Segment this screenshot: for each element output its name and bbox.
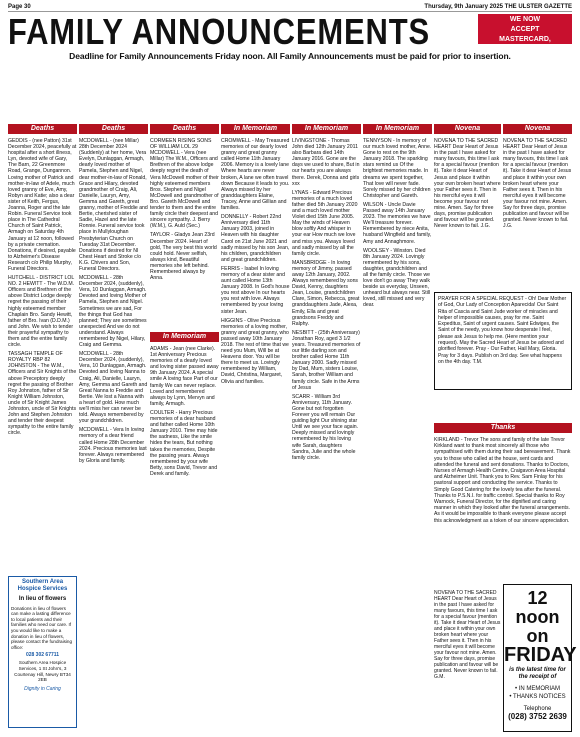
page-title: FAMILY ANNOUNCEMENTS [8,11,431,52]
advert-subtitle: is the latest time for the receipt of [509,667,566,681]
prayer-box [434,292,572,390]
memoriam-notice: NESBITT - (25th Anniversary) Jonathan Roy, aged 3 1/2 years. Treasured memories of our little darling son and brother called Home 11th January 2000. Sadly missed by Dad, Mum, sisters Louise, Sarah, brother William and family circle. Safe in the Arms of Jesus [292,329,361,391]
memoriam-notice: ADAMS - Jean (nee Clarke). 1st Anniversary Precious memories of a dearly loved and loving sister passed away 9th January 2024. A special smile A loving face Part of our family We can never replace. Loved and remembered always by Lynn, Mervyn and family, Armagh. [150,346,219,407]
memoriam-notice: COULTER - Harry Precious memories of a dear husband and father called Home 10th January 2010. Time may hide the sadness, Like the smile hides the tears, But nothing takes the memories, Despite the passing years. Always remembered by your wife Betty, sons David, Trevor and Derek and family. [150,409,218,477]
death-notice: HUTCHELL - DISTRICT LOL NO. 2 HEWITT - The W.D.M. Officers and Brethren of the above District Lodge deeply regret the passing of their highly esteemed member Chaplain Bro. Sandy Hewitt, father of Bro. Ivan (D.D.M.) and John. We wish to tender their prayerful sympathy to them and the entire family circle. [8,275,75,349]
novena-column-7 [434,138,501,256]
in-memoriam-column-4 [221,138,290,732]
memoriam-notice: HIGGINS - Olive Precious memories of a loving mother, granny and great granny, who passed away 10th January 2018. The rest of time that we need you Mum, Will be at Heavens door. You will be there to meet us. Lovingly remembered by William, David, Christina, Margaret, Olivia and families. [221,317,289,385]
section-header-in-memoriam: In Memoriam [363,124,432,134]
section-header-deaths: Deaths [150,124,219,134]
section-header-deaths: Deaths [8,124,77,134]
memoriam-notice: TENNYSON - In memory of our much loved mother, Anne. Gone to rest on the 9th January 2018. The sparkling stars remind us Of the brightest memories made. In dreams we spent together, That love will never fade. Sorely missed by her children Christopher and Gareth. [363,138,432,199]
in-memoriam-column-6 [363,138,432,428]
death-notice: MCDOWELL - 28th December 2024, (suddenly), Vera, 10 Dunlaggan, Armagh. Devoted and loving Nanna to Craig, Ali, Danielle, Lauryn, Amy, Gemma and Gareth and Great Nanna to Freddie and Bertie. We lost a Nanna with a heart of gold. How much we'll miss her can never be told. Always remembered by your grandchildren. [79,351,148,425]
memoriam-notice: WOOLSEY - Winston. Died 8th January 2024. Lovingly remembered by his sons, daughter, grandchildren and all the family circle. Those we love don't go away They walk beside us everyday, Unseen, unheard but always near. Still loved, still missed and very dear. [363,247,431,309]
in-memoriam-column-5 [292,138,361,732]
death-notice: GEDDIS - (nee Patton) 31st December 2024, peacefully at hospital after a short illness, Lyn, devoted wife of Gary, The Barn, 22 Greenmore Road, Grange, Dungannon. Loving mother of Patrick and mother-in-law of Adele, much loved granny of Eve, Amy, Robyn and Katie; also a dear sister of Keith, Fergus, Joanna, Roger and the late Robin. Funeral Service took place in The Cathedral Church of Saint Patrick, Armagh on Saturday 4th January at 12 noon, followed by a private cremation. Donations, if desired, payable to Alzheimer's Disease Research c/o Philip Murphy, Funeral Directors. [8,138,77,272]
section-header-in-memoriam: In Memoriam [150,332,219,342]
memoriam-notice: LIVINGSTONE - Thomas John died 12th January 2011 also Barbara died 14th January 2016. Gone are the days we used to share, But in our hearts you are always there. Derek, Donna and girls xxx [292,138,360,187]
novena-notice: NOVENA TO THE SACRED HEART Dear Heart of Jesus in the past I have asked for many favours, this time I ask for a special favour (mention it). Take it dear Heart of Jesus and place it within your own broken heart where your Father sees it. Then in his merciful eyes it will become your favour not mine. Amen. Say for three days, promise publication and favour will be granted. Never known to fail. G.M. [434,590,501,680]
memoriam-notice: WILSON - Uncle Davie Passed away 14th January 2023. The memories we have We'll treasure forever. Remembered by niece Anita, husband Wingfield and family, Amy and Annaghmore. [363,201,432,245]
novena-notice: NOVENA TO THE SACRED HEART Dear Heart of Jesus in the past I have asked for many favours, this time I ask for a special favour (mention it). Take it dear Heart of Jesus and place it within your own broken heart where your Father sees it. Then in his merciful eyes it will become your favour not mine. Amen. Say for three days, promise publication and favour will be granted. Never known to fail. J.G. [503,138,572,230]
in-memoriam-column-3 [150,346,219,732]
deaths-column-3 [150,138,219,328]
death-notice: MCDOWELL - (nee Millar) 28th December 2024 (Suddenly) at her home, Vera Evelyn, Dunlaggan, Armagh, dearly loved mother of Pamela, Stephen and Nigel, dear mother-in-law of Ronald, Grace and Hilary, devoted grandmother of Craig, Ali, Danielle, Lauryn, Amy, Gemma and Gareth, great granny, mother of Freddie and Bertie, cherished sister of Sadie, Hazel and the late Ronnie. Funeral service took place in Mullyloughan Presbyterian Church on Tuesday 31st December. Donations if desired for NI Chest Heart and Stroke c/o K.G. Chivers and Son, Funeral Directors. [79,138,148,272]
death-notice: MCDOWELL - 28th December 2024, (suddenly), Vera, 10 Dunlaggan, Armagh. Devoted and loving Mother of Pamela, Stephen and Nigel. Sometimes we are sad, For the things that God has planned; They are sometimes unexpected And we do not understand. Always remembered by Nigel, Hilary, Craig and Gemma. [79,275,147,349]
memoriam-notice: LYNAS - Edward Precious memories of a much loved father died 5th January 2020 and a much loved mother Violet died 15th June 2005. May the winds of Heaven blow softly And whisper in your ear How much we love and miss you. Always loved and sadly missed by all the family circle. [292,189,358,257]
advert-telephone: (028) 3752 2639 [508,712,567,722]
advert-telephone-label: Telephone [523,705,552,712]
memoriam-notice: DONNELLY - Robert 22nd Anniversary died 11th January 2003, joined in Heaven with his daughter Carol on 21st June 2021 and sadly missed by his son Jean, his children, grandchildren and great grandchildren. [221,214,290,263]
advert-time: 12 noon on [515,588,560,646]
section-header-in-memoriam: In Memoriam [221,124,290,134]
hospice-footer: Dignity in Caring [24,685,61,692]
hospice-address: Southern Area Hospice Services, 1 St John's, 3 Courtenay Hill, Newry BT34 2EB [14,660,71,683]
novena-column-8 [503,138,572,256]
death-notice: MCDOWELL - Vera In loving memory of a dear friend called Home 28th December 2024. Precious memories last forever. Always remembered by Gloria and family. [79,427,147,464]
memoriam-notice: SCARR - William 3rd Anniversary, 11th January. Gone but not forgotten Forever you will remain Our guiding light Our shining star Until we see your face again. Deeply missed and lovingly remembered by his loving wife Sarah, daughters Sandra, Julie and the whole family circle. [292,393,359,461]
novena-notice: NOVENA TO THE SACRED HEART Dear Heart of Jesus in the past I have asked for many favours, this time I ask for a special favour (mention it). Take it dear Heart of Jesus and place it within your own broken heart where your Father sees it. Then in his merciful eyes it will become your favour not mine. Amen. Say for three days, promise publication and favour will be granted. Never known to fail. J.G. [434,138,501,230]
announcements-banner [8,11,572,61]
advert-item: • IN MEMORIAM [514,686,561,693]
hospice-phone: 028 302 67711 [25,652,60,659]
death-notice: TAYLOR - Gladys Jean 23rd December 2024. Heart of gold, The very best this world could hold. Never selfish, always kind, Beautiful memories she left behind. Remembered always by Anna. [150,232,217,282]
section-header-deaths: Deaths [79,124,148,134]
deaths-column-2 [79,138,148,732]
issue-date: Thursday, 9th January 2025 THE ULSTER GAZETTE [424,4,572,10]
deadline-advert [503,584,577,732]
hospice-advert [8,576,77,728]
memoriam-notice: CROMWELL - May Treasured memories of our dearly loved granny and great granny called Home 11th January 2006. Memory is a lovely lane Where hearts are never broken, A lane we often travel down Because it leads to you. Always missed by her granddaughters Elaine, Tracey, Anne and Gillian and families. [221,138,290,212]
deadline-notice: Deadline for Family Announcements Friday noon. All Family Announcements must be paid for prior to insertion. [69,51,511,61]
advert-item: • THANKS NOTICES [509,693,566,700]
section-header-novena: Novena [503,124,572,134]
thanks-notice: KIRKLAND - Trevor The sons and family of the late Trevor Kirkland want to thank most sincerely all those who sympathised with them during their sad bereavement. Thank you to those who called at the house, sent cards and attended the funeral and sent donations. Thanks to Doctors, Nurses of Armagh Health Centre, Craigavon Area Hospital and Alzheimer Unit. Thank you to Rev. Sam Finlay for his pastoral support and conducting the service. Thanks to Simply Good Catering for the lovely tea after the funeral. Thanks to P.S.N.I. for traffic control. Special thanks to Roy Warnock, Funeral Director, for the dignified and caring manner in which they looked after the funeral arrangements. As it would be impossible to thank everyone please accept this acknowledgment as a token of our sincere appreciation. [434,437,571,524]
section-header-thanks: Thanks [434,423,572,433]
page-number: Page 30 [8,4,31,10]
hospice-title: Southern Area Hospice Services [17,579,68,593]
section-header-novena: Novena [434,124,501,134]
thanks-column [434,437,572,577]
advert-day: FRIDAY [504,644,577,666]
memoriam-notice: MANSBRIDGE - In loving memory of Jimmy, passed away 12th January, 2002. Always remembered by sons David, Kenny, daughters Jean, Louise, grandchildren Clare, Simon, Rebecca, great granddaughters Jade, Alexa, Emily, Ella and great grandsons Freddy and Ralphy. [292,259,360,327]
section-header-in-memoriam: In Memoriam [292,124,361,134]
prayer-text: PRAYER FOR A SPECIAL REQUEST - Oh! Dear Mother of God, Our Lady of Conception Aparecida! Our Saint Rita of Cascia and Saint Jude worker of miracles and helper of impossible causes, pray for me. Saint Expeditus, Saint of urgent causes. Saint Edwiges, the Saint of the needy, you know how desperate I feel, please ask Jesus to help me. (Here mention your request). May the Sacred Heart of Jesus be adored and glorified forever. Pray - Our Father, Hail Mary, Gloria. Pray for 3 days. Publish on 3rd day. See what happens on the 4th day. T.M. [438,296,567,365]
hospice-subtitle: In lieu of flowers [18,596,67,603]
memoriam-notice: FERRIS - Isabel In loving memory of a dear sister and aunt called Home 13th January 2008. In God's house you rest above In our hearts you rest with love. Always remembered by your loving sister Jean. [221,265,290,315]
card-payment-badge: WE NOW ACCEPT MASTERCARD, VISA & DELTA [478,14,572,44]
death-notice: CORMEEN RISING SONS OF WILLIAM LOL 29 MCDOWELL - Vera (nee Millar) The W.M., Officers and Brethren of the above lodge deeply regret the death of Vera McDowell mother of their highly esteemed members Bros. Stephen and Nigel McDowell and grandmother of Bro. Gareth McDowell and tender to them and the entire family circle their deepest and sincere sympathy. J. Berry (W.M.), G. Auld (Sec.) [150,138,219,230]
novena-bottom [434,590,501,732]
hospice-body: Donations in lieu of flowers can make a lasting difference to local patients and their families who need our care. If you would like to make a donation in lieu of flowers, please contact the fundraising office: [11,605,73,650]
deaths-column-1 [8,138,77,572]
death-notice: TASSAGH TEMPLE OF ROYALTY RBP 82 JOHNSTON - The W.M., Officers and Sir Knights of the above Preceptory deeply regret the passing of Brother Roy Johnston, father of Sir Knight William Johnston, uncle of Sir Knight James Johnston, uncle of Sir Knights John and Stephen Johnston and tender their deepest sympathy to the entire family circle. [8,351,77,437]
